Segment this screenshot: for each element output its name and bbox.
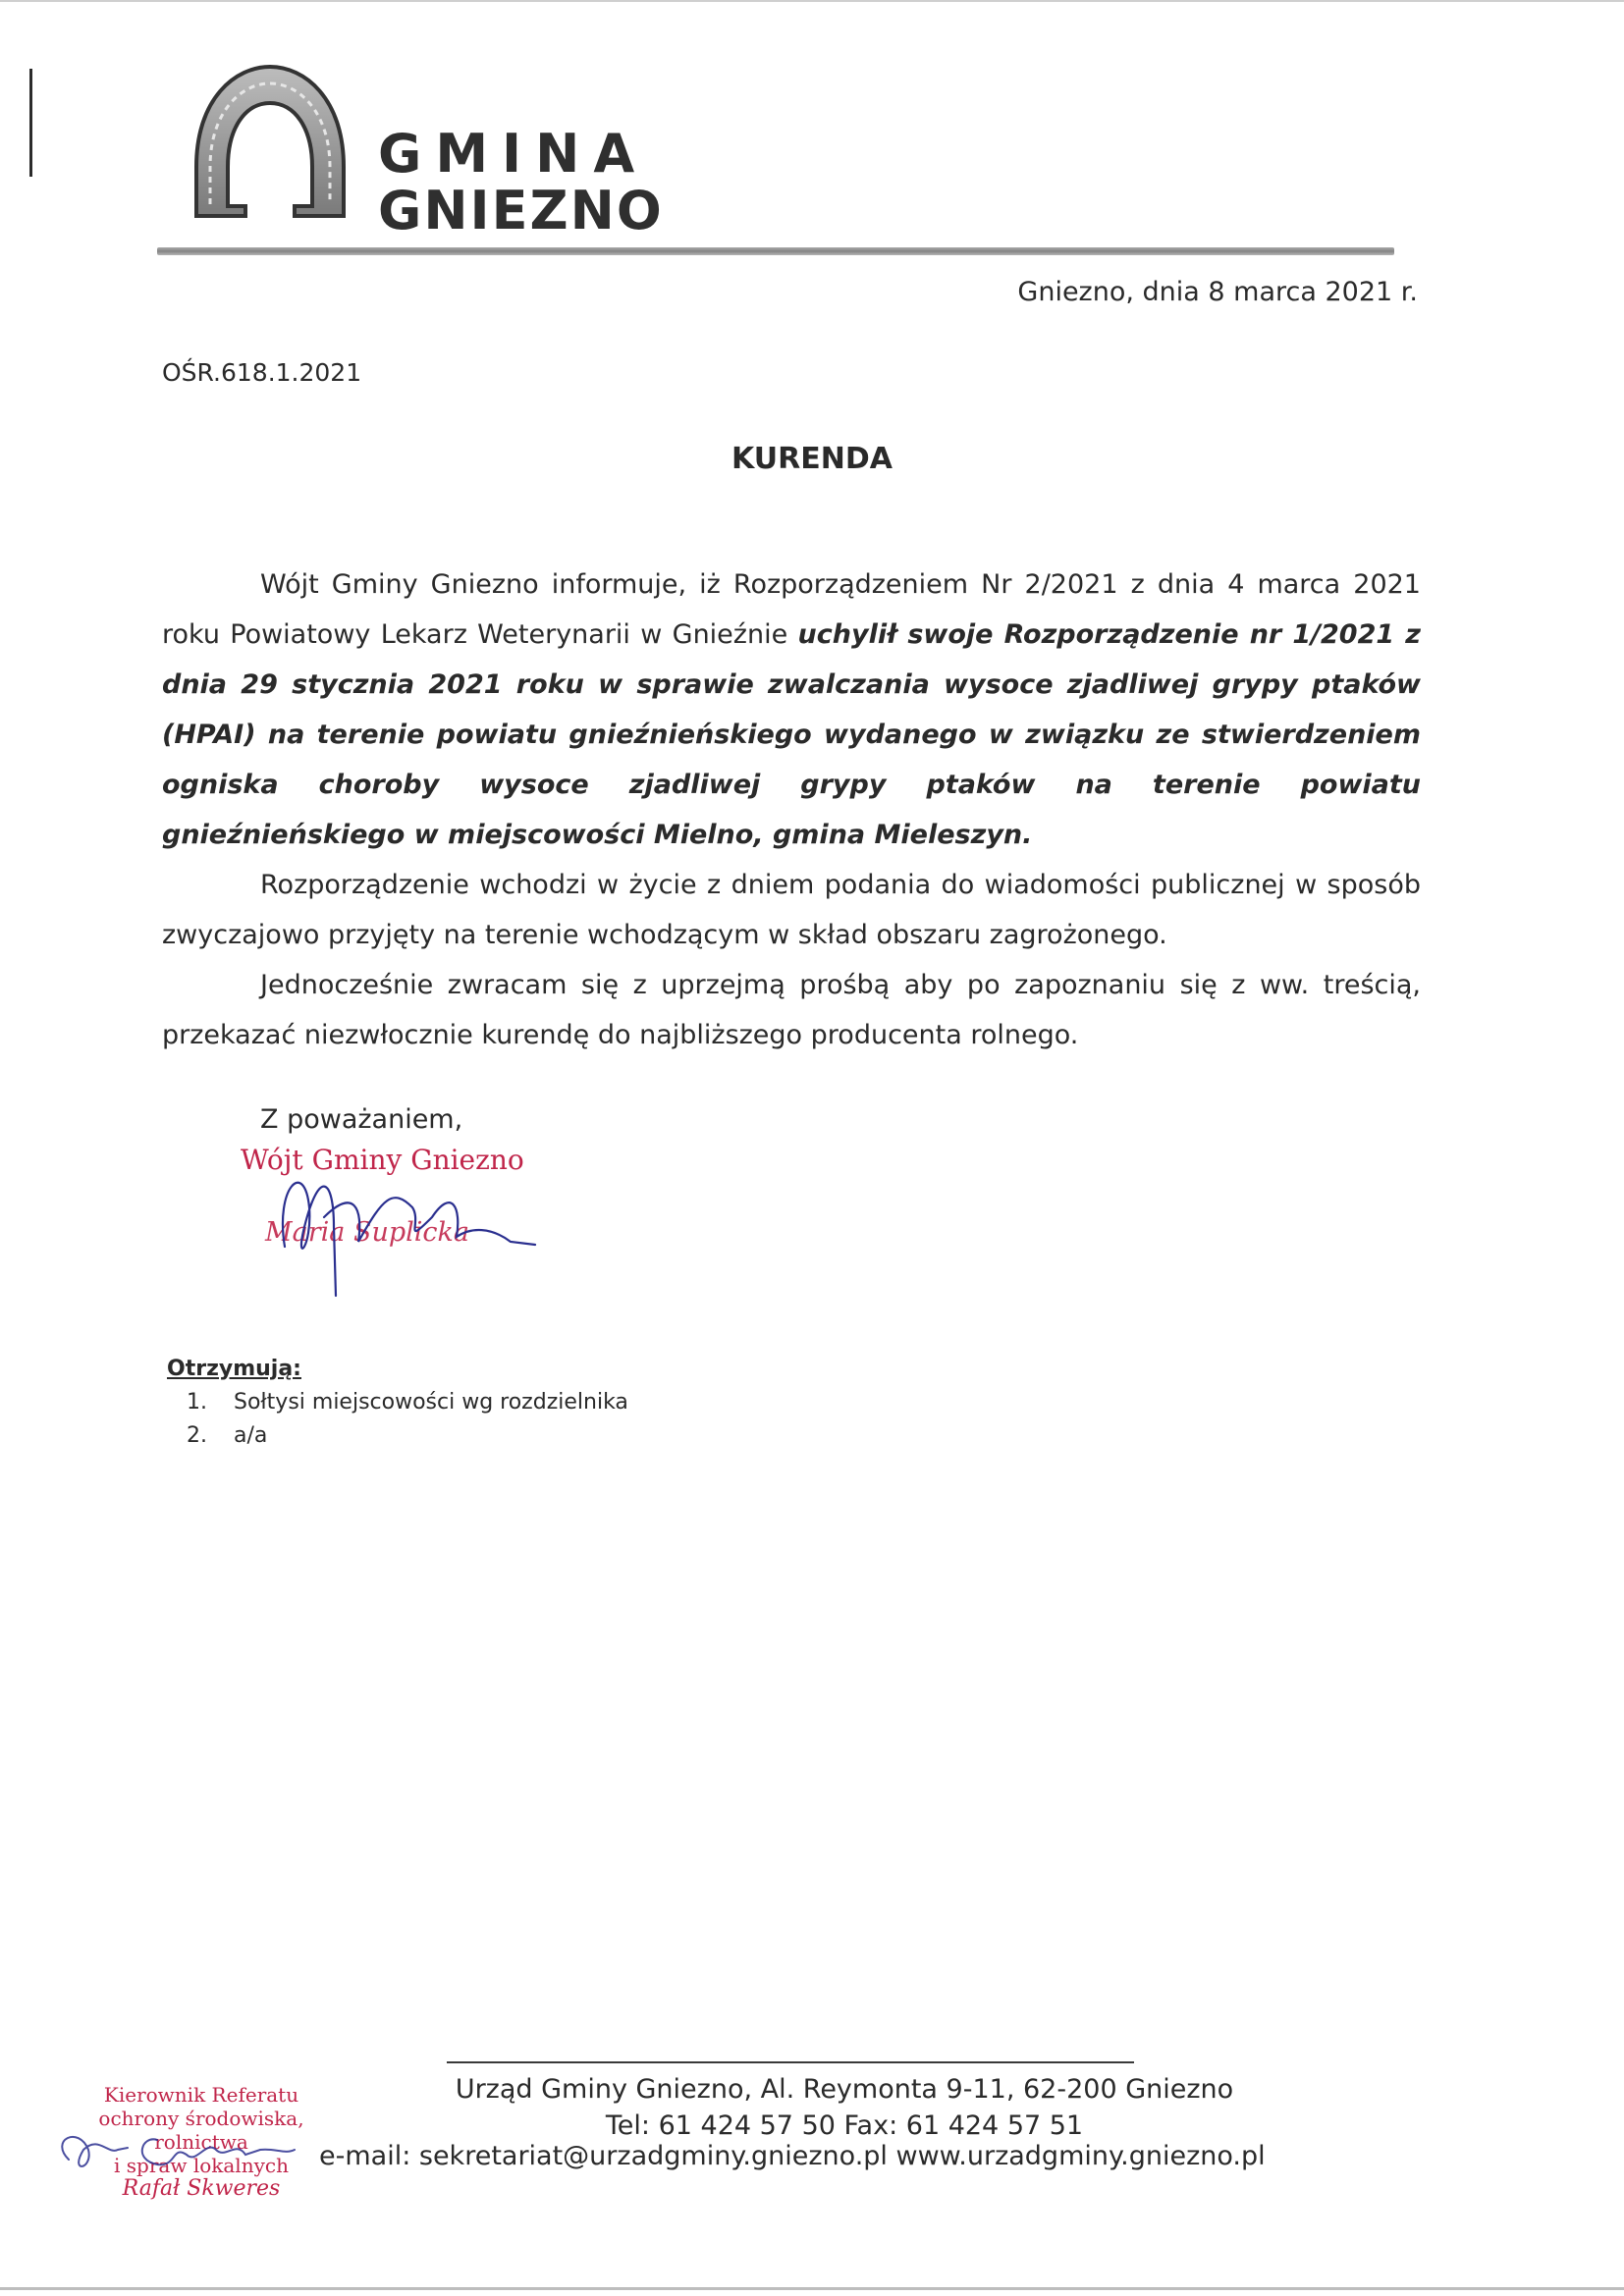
department-stamp-line2: ochrony środowiska, rolnictwa: [98, 2107, 304, 2154]
department-stamp-name: Rafał Skweres: [122, 2176, 281, 2201]
closing-greeting: Z poważaniem,: [260, 1104, 463, 1135]
letter-body: [162, 560, 1421, 1060]
stamp-mayor-title: Wójt Gminy Gniezno: [241, 1144, 524, 1176]
paragraph-announcement: [162, 560, 1421, 860]
horseshoe-logo-icon: [177, 59, 363, 236]
footer-phones: Tel: 61 424 57 50 Fax: 61 424 57 51: [605, 2110, 1084, 2141]
header-divider: [157, 247, 1394, 255]
municipality-logo-text: [378, 123, 664, 241]
scan-edge-bottom: [0, 2287, 1624, 2290]
paragraph-effective-date: Rozporządzenie wchodzi w życie z dniem podania do wiadomości publicznej w sposób zwyczajowo przyjęty na terenie wchodzącym w skład obszaru zagrożonego.: [162, 870, 1421, 950]
recipients-list: [167, 1353, 628, 1453]
stamp-mayor-name: Maria Suplicka: [265, 1217, 469, 1248]
scan-edge-top: [0, 0, 1624, 2]
logo-word-gmina: GMINA: [378, 123, 649, 185]
document-title: KURENDA: [731, 442, 893, 476]
paragraph-announcement-intro: Wójt Gminy Gniezno informuje, iż Rozporządzeniem Nr 2/2021 z dnia 4 marca 2021 roku Powiatowy Lekarz Weterynarii w Gnieźnie: [162, 569, 1421, 650]
footer-divider: [447, 2061, 1134, 2063]
logo-word-gniezno: GNIEZNO: [378, 180, 664, 241]
footer-address: Urząd Gminy Gniezno, Al. Reymonta 9-11, 62-200 Gniezno: [455, 2074, 1234, 2105]
list-item: 2. a/a: [214, 1419, 628, 1453]
scan-margin-mark: [29, 69, 32, 177]
mayor-signature: [265, 1148, 540, 1306]
paragraph-request: Jednocześnie zwracam się z uprzejmą prośbą aby po zapoznaniu się z ww. treścią, przekazać niezwłocznie kurendę do najbliższego producenta rolnego.: [162, 970, 1421, 1050]
reference-number: OŚR.618.1.2021: [162, 358, 362, 387]
recipients-heading: Otrzymują:: [167, 1357, 301, 1381]
recipients-items: [167, 1386, 628, 1453]
list-item: 1. Sołtysi miejscowości wg rozdzielnika: [214, 1386, 628, 1419]
footer-contact: [353, 2071, 1335, 2144]
department-stamp-line1: Kierownik Referatu: [103, 2083, 299, 2107]
department-stamp-line3: i spraw lokalnych: [114, 2154, 289, 2177]
footer-email-web: e-mail: sekretariat@urzadgminy.gniezno.pl www.urzadgminy.gniezno.pl: [319, 2141, 1266, 2171]
document-date: Gniezno, dnia 8 marca 2021 r.: [1017, 277, 1418, 307]
paragraph-announcement-emphasis: uchylił swoje Rozporządzenie nr 1/2021 z dnia 29 stycznia 2021 roku w sprawie zwalczania wysoce zjadliwej grypy ptaków (HPAI) na terenie powiatu gnieźnieńskiego wydanego w związku ze stwierdzeniem ogniska choroby wysoce zjadliwej grypy ptaków na terenie powiatu gnieźnieńskiego w miejscowości Mielno, gmina Mieleszyn.: [162, 619, 1422, 850]
department-head-signature: [49, 2120, 353, 2199]
